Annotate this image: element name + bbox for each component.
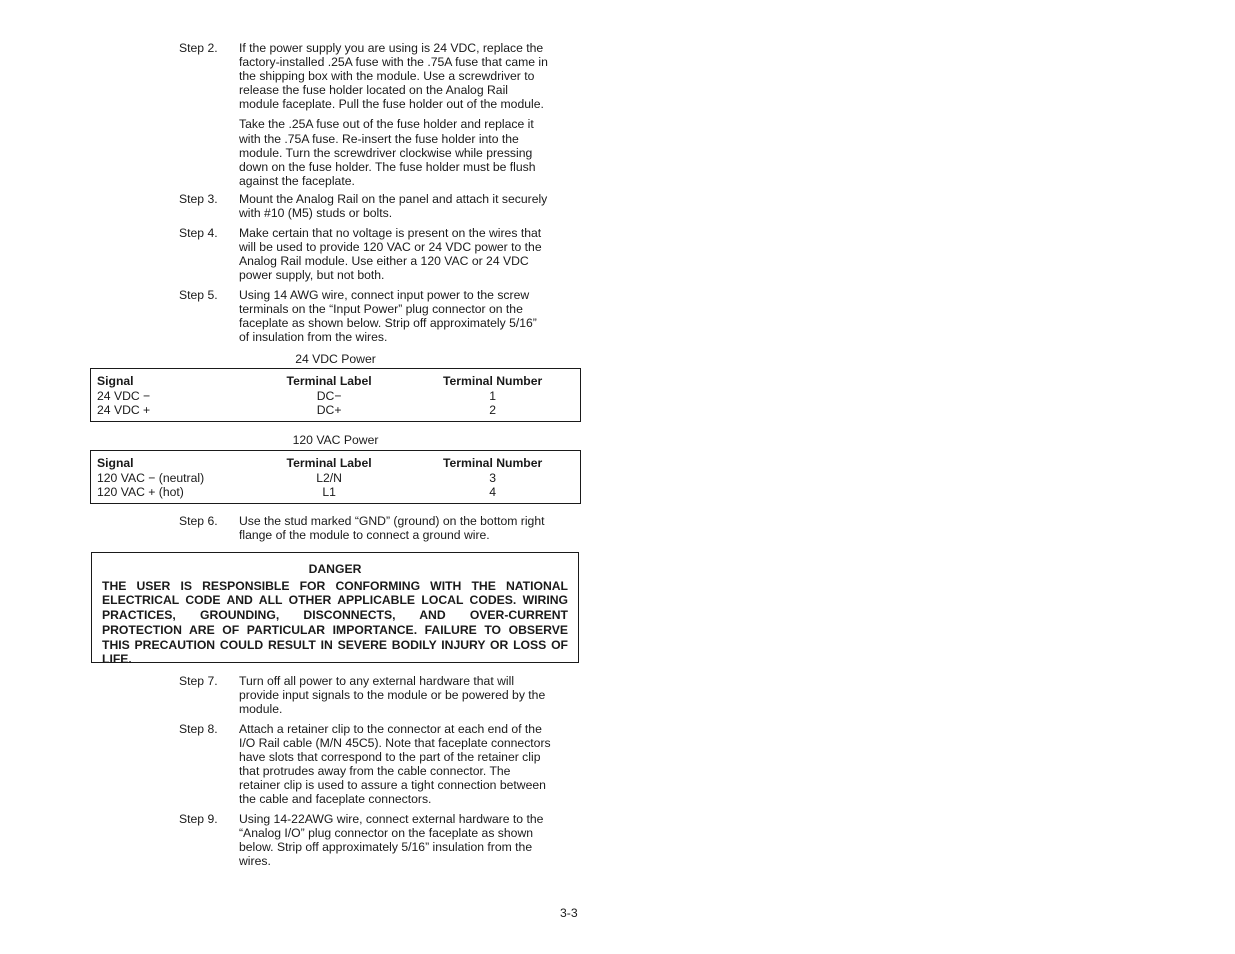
step-body (239, 192, 564, 220)
step-paragraph: Using 14 AWG wire, connect input power to the screw terminals on the “Input Power” plug connector on the faceplate as shown below. Strip off approximately 5/16” of insulation from the wires. (239, 288, 537, 345)
table-header-row (91, 451, 581, 471)
table-cell: 120 VAC − (neutral) (97, 470, 205, 485)
step-label: Step 7. (179, 674, 218, 688)
column-header: Terminal Label (286, 456, 372, 470)
page-number: 3-3 (560, 906, 578, 920)
dc-power-table (90, 368, 581, 422)
danger-title: DANGER (308, 562, 362, 576)
danger-text: THE USER IS RESPONSIBLE FOR CONFORMING WITH THE NATIONAL ELECTRICAL CODE AND ALL OTHER APPLICABLE LOCAL CODES. WIRING PRACTICES, GROUNDING, DISCONNECTS, AND OVER-CURRENT PROTECTION ARE OF PARTICULAR IMPORTANCE. FAILURE TO OBSERVE THIS PRECAUTION COULD RESULT IN SEVERE BODILY INJURY OR LOSS OF LIFE. (102, 578, 568, 667)
table-cell: 1 (489, 388, 496, 403)
table-row (91, 471, 581, 486)
step-paragraph: Take the .25A fuse out of the fuse holder and replace it with the .75A fuse. Re-insert the fuse holder into the module. Turn the screwdriver clockwise while pressing down on the fuse holder. The fuse holder must be flush against the faceplate. (239, 117, 536, 188)
step-paragraph: Attach a retainer clip to the connector at each end of the I/O Rail cable (M/N 45C5). Note that faceplate connectors have slots that correspond to the part of the retainer clip that protrudes away from the cable connector. The retainer clip is used to assure a tight connection between the cable and faceplate connectors. (239, 722, 551, 807)
table-cell: L2/N (316, 470, 342, 485)
table-row (91, 485, 581, 503)
ac-power-table (90, 450, 581, 504)
step-label: Step 5. (179, 288, 218, 302)
step-paragraph: Use the stud marked “GND” (ground) on the bottom right flange of the module to connect a ground wire. (239, 514, 545, 543)
table-header-row (91, 369, 581, 389)
step-paragraph: Mount the Analog Rail on the panel and attach it securely with #10 (M5) studs or bolts. (239, 192, 548, 221)
table-cell: 120 VAC + (hot) (97, 485, 184, 499)
step-label: Step 2. (179, 41, 218, 55)
step-body (239, 812, 564, 868)
table-cell: 2 (489, 403, 496, 417)
step-body (239, 514, 564, 542)
step-paragraph: Make certain that no voltage is present on the wires that will be used to provide 120 VAC or 24 VDC power to the Analog Rail module. Use either a 120 VAC or 24 VDC power supply, but not both. (239, 226, 542, 283)
step-body (239, 288, 564, 344)
column-header: Terminal Number (442, 456, 543, 470)
table-cell: 4 (489, 485, 496, 499)
table-cell: 3 (489, 470, 496, 485)
step-paragraph: Using 14-22AWG wire, connect external hardware to the “Analog I/O” plug connector on the faceplate as shown below. Strip off approximately 5/16” insulation from the wires. (239, 812, 544, 869)
table-row (91, 403, 581, 421)
table-cell: L1 (322, 485, 336, 499)
column-header: Signal (97, 456, 134, 470)
step-body (239, 722, 564, 807)
step-label: Step 3. (179, 192, 218, 206)
step-label: Step 8. (179, 722, 218, 736)
table-cell: DC+ (316, 403, 342, 417)
table-cell: 24 VDC − (97, 388, 151, 403)
table-cell: 24 VDC + (97, 403, 151, 417)
step-label: Step 6. (179, 514, 218, 528)
step-body (239, 226, 564, 282)
column-header: Terminal Label (286, 374, 372, 388)
danger-notice (91, 552, 579, 667)
step-paragraph: If the power supply you are using is 24 VDC, replace the factory-installed .25A fuse with the .75A fuse that came in the shipping box with the module. Use a screwdriver to release the fuse holder located on the Analog Rail module faceplate. Pull the fuse holder out of the module. (239, 41, 548, 112)
step-body (239, 41, 564, 188)
step-body (239, 674, 564, 716)
table-caption-dc: 24 VDC Power (295, 352, 376, 366)
step-label: Step 9. (179, 812, 218, 826)
column-header: Terminal Number (442, 374, 543, 388)
table-caption-ac: 120 VAC Power (292, 433, 379, 447)
column-header: Signal (97, 374, 134, 388)
step-label: Step 4. (179, 226, 218, 240)
table-row (91, 389, 581, 404)
table-cell: DC− (316, 388, 342, 403)
step-paragraph: Turn off all power to any external hardware that will provide input signals to the module or be powered by the module. (239, 674, 546, 717)
